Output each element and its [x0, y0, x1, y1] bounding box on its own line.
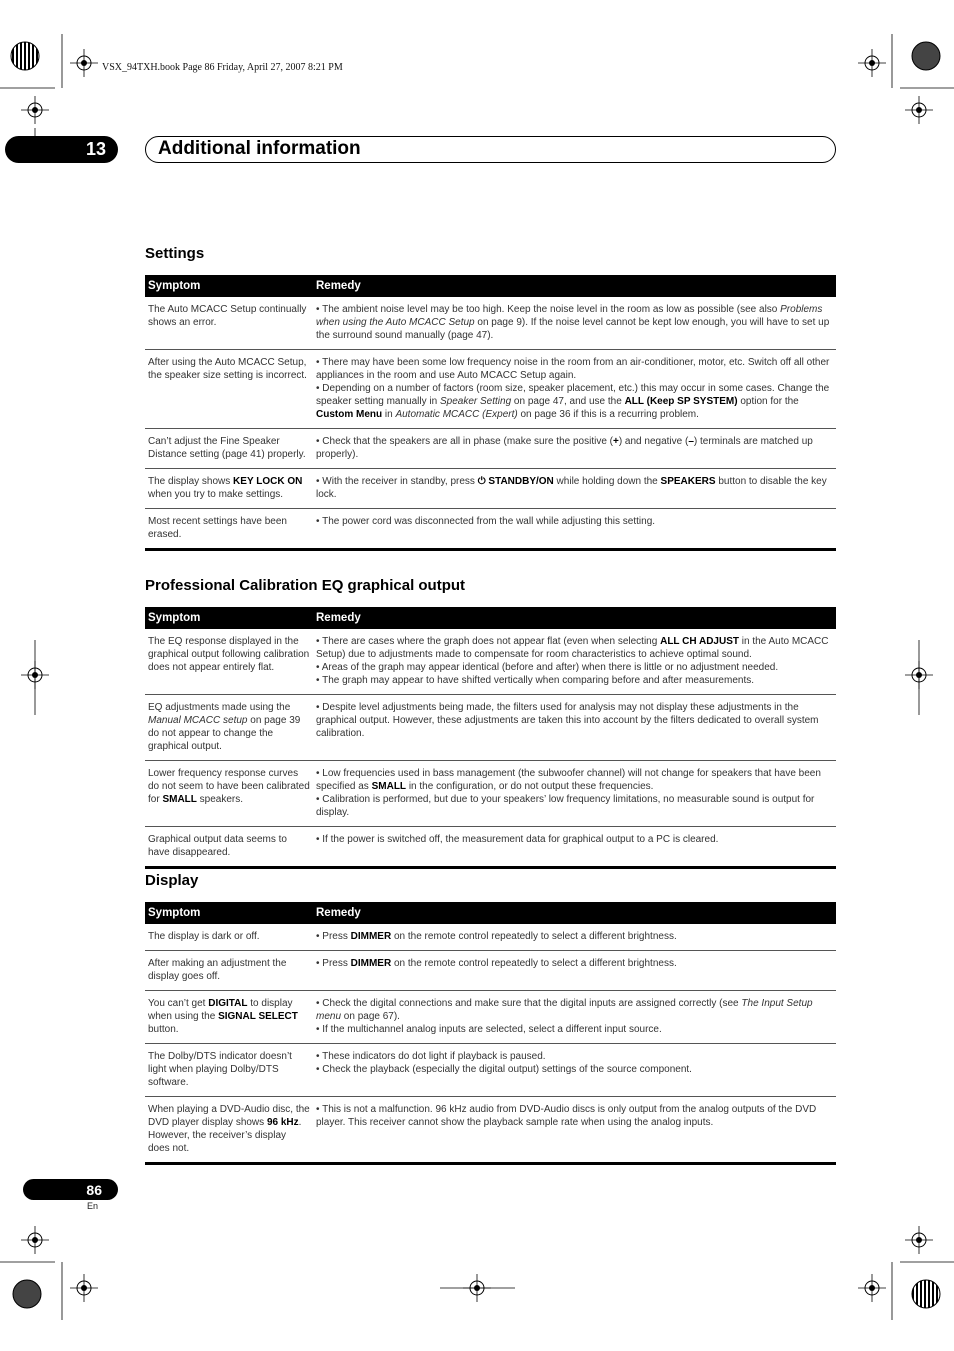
remedy-cell: • Despite level adjustments being made, the filters used for analysis may not display these adjustments in the graphical output. However, these adjustments are taken this into account by the filters dedicated to overall system calibration. — [313, 695, 836, 761]
symptom-cell: The display shows KEY LOCK ON when you try to make settings. — [145, 469, 313, 509]
symptom-cell: Most recent settings have been erased. — [145, 509, 313, 550]
section-title-display: Display — [145, 872, 199, 889]
remedy-cell: • These indicators do dot light if playback is paused. • Check the playback (especially the digital output) settings of the source component. — [313, 1044, 836, 1097]
symptom-cell: After using the Auto MCACC Setup, the speaker size setting is incorrect. — [145, 350, 313, 429]
remedy-header: Remedy — [313, 902, 836, 924]
settings-table — [145, 275, 836, 551]
page-language: En — [87, 1201, 99, 1211]
remedy-header: Remedy — [313, 275, 836, 297]
symptom-cell: Graphical output data seems to have disappeared. — [145, 827, 313, 868]
symptom-header: Symptom — [145, 275, 313, 297]
table-header-row — [145, 607, 836, 629]
table-row — [145, 629, 836, 695]
table-row — [145, 951, 836, 991]
display-table — [145, 902, 836, 1165]
section-title-settings: Settings — [145, 245, 205, 262]
table-row — [145, 1097, 836, 1164]
remedy-cell: • Check that the speakers are all in phase (make sure the positive (+) and negative (–) terminals are matched up properly). — [313, 429, 836, 469]
symptom-cell: The Dolby/DTS indicator doesn’t light when playing Dolby/DTS software. — [145, 1044, 313, 1097]
remedy-cell: • There may have been some low frequency noise in the room from an air-conditioner, motor, etc. Switch off all other appliances in the room and use Auto MCACC Setup again. • Depending on a number of factors (room size, speaker placement, etc.) this may occur in some cases. Change the speaker setting manually in Speaker Setting on page 47, and use the ALL (Keep SP SYSTEM) option for the Custom Menu in Automatic MCACC (Expert) on page 36 if this is a recurring problem. — [313, 350, 836, 429]
table-row — [145, 695, 836, 761]
table-header-row — [145, 275, 836, 297]
page-number: 86 — [23, 1179, 118, 1200]
remedy-cell: • There are cases where the graph does not appear flat (even when selecting ALL CH ADJUST in the Auto MCACC Setup) due to adjustments made to compensate for room characteristics to achieve optimal sound. • Areas of the graph may appear identical (before and after) when there is little or no adjustment needed. • The graph may appear to have shifted vertically when comparing before and after measurements. — [313, 629, 836, 695]
remedy-cell: • With the receiver in standby, press ⏻ STANDBY/ON while holding down the SPEAKERS button to disable the key lock. — [313, 469, 836, 509]
table-row — [145, 509, 836, 550]
table-row — [145, 1044, 836, 1097]
symptom-header: Symptom — [145, 902, 313, 924]
table-row — [145, 350, 836, 429]
remedy-cell: • Press DIMMER on the remote control repeatedly to select a different brightness. — [313, 924, 836, 951]
remedy-cell: • If the power is switched off, the measurement data for graphical output to a PC is cleared. — [313, 827, 836, 868]
table-header-row — [145, 902, 836, 924]
symptom-cell: When playing a DVD-Audio disc, the DVD player display shows 96 kHz. However, the receiver’s display does not. — [145, 1097, 313, 1164]
table-row — [145, 761, 836, 827]
symptom-cell: You can’t get DIGITAL to display when using the SIGNAL SELECT button. — [145, 991, 313, 1044]
symptom-cell: Lower frequency response curves do not seem to have been calibrated for SMALL speakers. — [145, 761, 313, 827]
symptom-cell: Can’t adjust the Fine Speaker Distance setting (page 41) properly. — [145, 429, 313, 469]
table-row — [145, 924, 836, 951]
table-row — [145, 297, 836, 350]
remedy-cell: • The power cord was disconnected from the wall while adjusting this setting. — [313, 509, 836, 550]
symptom-cell: The Auto MCACC Setup continually shows an error. — [145, 297, 313, 350]
remedy-cell: • Low frequencies used in bass management (the subwoofer channel) will not change for speakers that have been specified as SMALL in the configuration, or do not output these frequencies. • Calibration is performed, but due to your speakers’ low frequency limitations, no measurable sound is output for display. — [313, 761, 836, 827]
remedy-cell: • Press DIMMER on the remote control repeatedly to select a different brightness. — [313, 951, 836, 991]
remedy-cell: • This is not a malfunction. 96 kHz audio from DVD-Audio discs is only output from the analog outputs of the DVD player. This receiver cannot show the playback sample rate when using the analog inputs. — [313, 1097, 836, 1164]
remedy-header: Remedy — [313, 607, 836, 629]
section-title-eq-output: Professional Calibration EQ graphical output — [145, 577, 466, 594]
table-row — [145, 991, 836, 1044]
chapter-title: Additional information — [158, 138, 361, 159]
table-row — [145, 429, 836, 469]
symptom-cell: The EQ response displayed in the graphical output following calibration does not appear entirely flat. — [145, 629, 313, 695]
symptom-cell: The display is dark or off. — [145, 924, 313, 951]
remedy-cell: • Check the digital connections and make sure that the digital inputs are assigned correctly (see The Input Setup menu on page 67). • If the multichannel analog inputs are selected, select a different input source. — [313, 991, 836, 1044]
eq-output-table — [145, 607, 836, 869]
symptom-header: Symptom — [145, 607, 313, 629]
symptom-cell: After making an adjustment the display goes off. — [145, 951, 313, 991]
table-row — [145, 827, 836, 868]
table-row — [145, 469, 836, 509]
symptom-cell: EQ adjustments made using the Manual MCACC setup on page 39 do not appear to change the graphical output. — [145, 695, 313, 761]
print-info-line: VSX_94TXH.book Page 86 Friday, April 27, 2007 8:21 PM — [102, 62, 343, 73]
remedy-cell: • The ambient noise level may be too high. Keep the noise level in the room as low as possible (see also Problems when using the Auto MCACC Setup on page 9). If the noise level cannot be kept low enough, you will have to set up the surround sound manually (page 47). — [313, 297, 836, 350]
chapter-number-badge: 13 — [5, 136, 118, 163]
